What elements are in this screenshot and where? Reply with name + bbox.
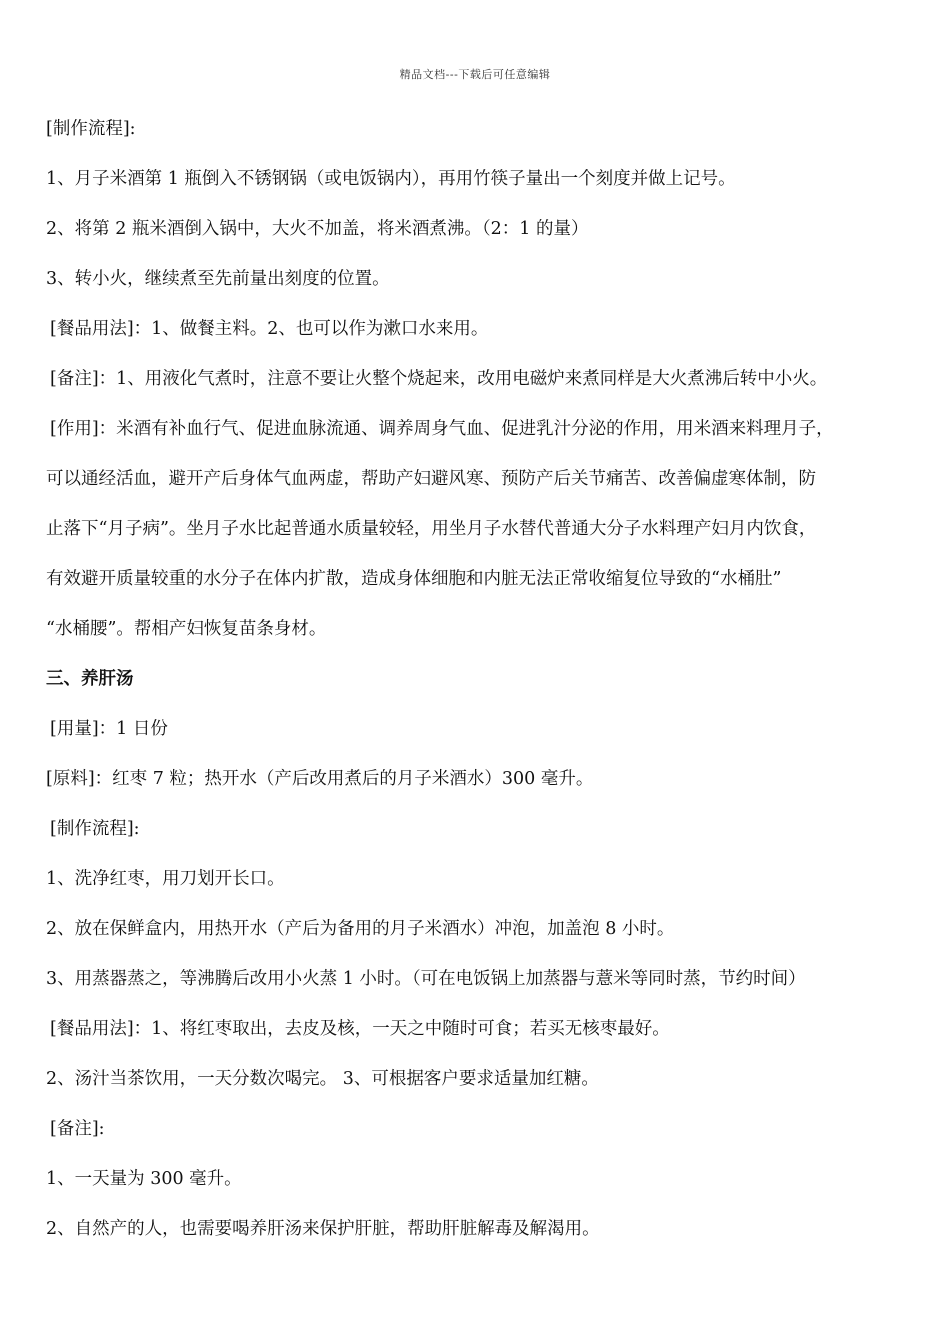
process-2-step-2: 2、放在保鲜盒内，用热开水（产后为备用的月子米酒水）冲泡，加盖泡 8 小时。 [46,919,675,939]
process-step-1: 1、月子米酒第 1 瓶倒入不锈钢锅（或电饭锅内），再用竹筷子量出一个刻度并做上记号。 [46,169,736,189]
effect-paragraph-line-5: “水桶腰”。帮相产妇恢复苗条身材。 [46,619,327,639]
section-label-process: [制作流程]: [46,119,136,139]
dosage-line: [用量]：1 日份 [50,719,168,739]
effect-paragraph-line-3: 止落下“月子病”。坐月子水比起普通水质量较轻，用坐月子水替代普通大分子水料理产妇月内饮食， [46,519,817,539]
process-step-3: 3、转小火，继续煮至先前量出刻度的位置。 [46,269,390,289]
process-2-step-3: 3、用蒸器蒸之，等沸腾后改用小火蒸 1 小时。（可在电饭锅上加蒸器与薏米等同时蒸，节约时间） [46,969,806,989]
page-header: 精品文档---下载后可任意编辑 [399,68,551,81]
process-step-2: 2、将第 2 瓶米酒倒入锅中，大火不加盖，将米酒煮沸。（2：1 的量） [46,219,589,239]
process-2-step-1: 1、洗净红枣，用刀划开长口。 [46,869,285,889]
note-2-line-2: 2、自然产的人，也需要喝养肝汤来保护肝脏，帮助肝脏解毒及解渴用。 [46,1219,600,1239]
section-label-note-2: [备注]: [50,1119,105,1139]
note-paragraph: [备注]：1、用液化气煮时，注意不要让火整个烧起来，改用电磁炉来煮同样是大火煮沸后转中小火。 [50,369,828,389]
ingredients-line: [原料]：红枣 7 粒；热开水（产后改用煮后的月子米酒水）300 毫升。 [46,769,594,789]
usage-2-line-2: 2、汤汁当茶饮用，一天分数次喝完。 3、可根据客户要求适量加红糖。 [46,1069,599,1089]
usage-2-line-1: [餐品用法]：1、将红枣取出，去皮及核，一天之中随时可食；若买无核枣最好。 [50,1019,670,1039]
usage-paragraph: [餐品用法]：1、做餐主料。2、也可以作为漱口水来用。 [50,319,489,339]
effect-paragraph-line-1: [作用]：米酒有补血行气、促进血脉流通、调养周身气血、促进乳汁分泌的作用，用米酒来料理月子， [50,419,834,439]
section-heading: 三、养肝汤 [46,669,134,689]
note-2-line-1: 1、一天量为 300 毫升。 [46,1169,242,1189]
section-label-process-2: [制作流程]: [50,819,140,839]
effect-paragraph-line-4: 有效避开质量较重的水分子在体内扩散，造成身体细胞和内脏无法正常收缩复位导致的“水桶肚” [46,569,782,589]
document-body [46,104,904,1254]
effect-paragraph-line-2: 可以通经活血，避开产后身体气血两虚，帮助产妇避风寒、预防产后关节痛苦、改善偏虚寒体制，防 [46,469,816,489]
